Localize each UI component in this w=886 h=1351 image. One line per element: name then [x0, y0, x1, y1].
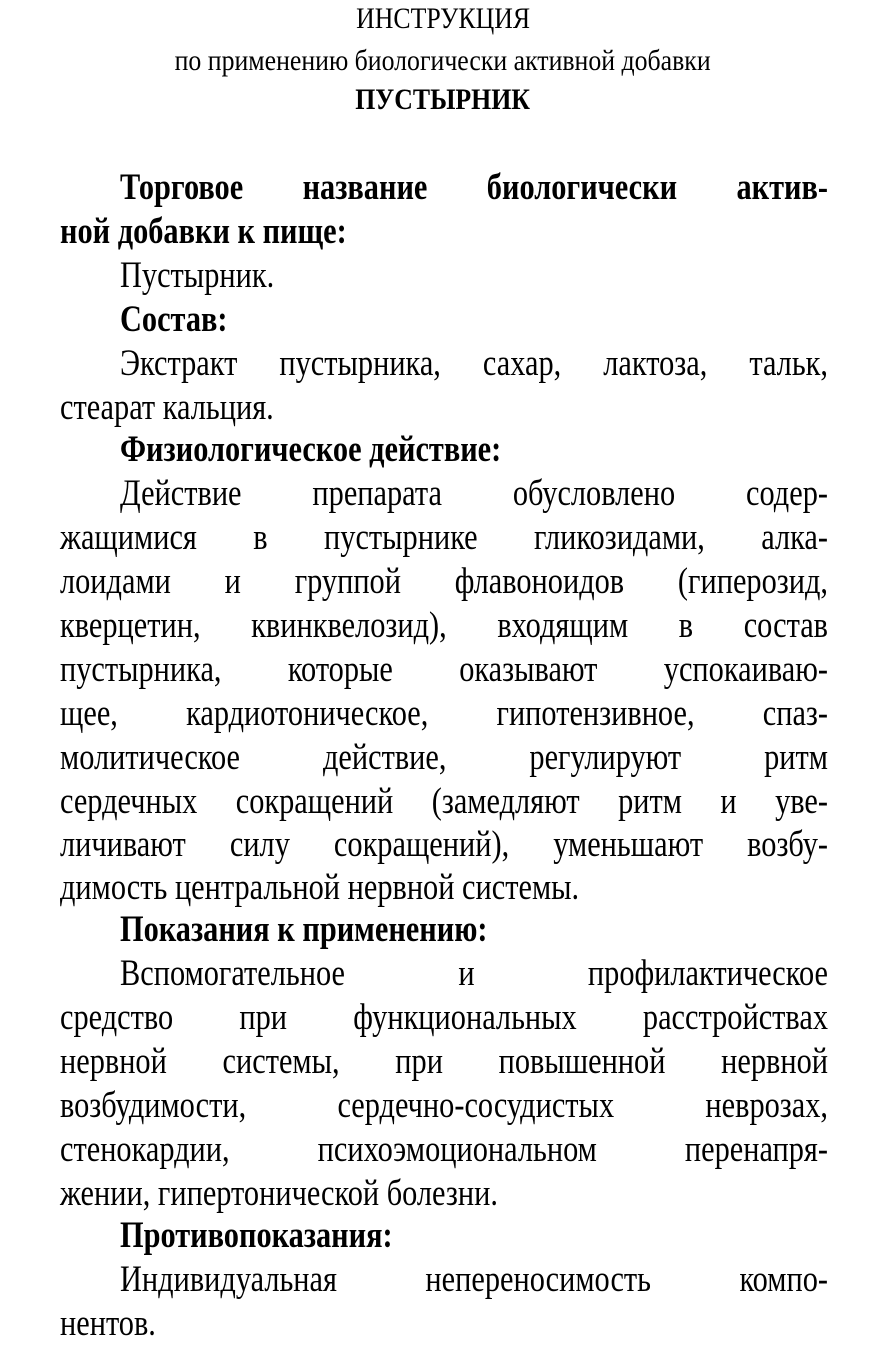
trade-name-heading: Торговое название биологически актив-	[120, 167, 828, 208]
action-text-line: пустырника, которые оказывают успокаиваю-	[60, 649, 828, 690]
indications-text-line: нервной системы, при повышенной нервной	[60, 1041, 828, 1082]
action-text-line: сердечных сокращений (замедляют ритм и уве-	[60, 781, 828, 822]
indications-text-line: жении, гипертонической болезни.	[60, 1173, 498, 1214]
trade-name-heading-cont: ной добавки к пище:	[60, 211, 347, 252]
indications-text-line: возбудимости, сердечно-сосудистых неврозах,	[60, 1085, 828, 1126]
action-text-line: жащимися в пустырнике гликозидами, алка-	[60, 517, 828, 558]
indications-heading: Показания к применению:	[120, 909, 488, 950]
action-heading: Физиологическое действие:	[120, 429, 502, 470]
composition-text: Экстракт пустырника, сахар, лактоза, тальк,	[120, 343, 828, 384]
indications-text-line: Вспомогательное и профилактическое	[120, 953, 828, 994]
composition-text-cont: стеарат кальция.	[60, 387, 274, 428]
composition-heading: Состав:	[120, 299, 228, 340]
action-text-line: молитическое действие, регулируют ритм	[60, 737, 828, 778]
action-text-line: димость центральной нервной системы.	[60, 867, 580, 908]
document-title: ИНСТРУКЦИЯ	[356, 2, 530, 35]
action-text-line: Действие препарата обусловлено содер-	[120, 473, 828, 514]
trade-name-value: Пустырник.	[120, 255, 275, 296]
action-text-line: лоидами и группой флавоноидов (гиперозид,	[60, 561, 828, 602]
indications-text-line: стенокардии, психоэмоциональном перенапря-	[60, 1129, 828, 1170]
action-text-line: щее, кардиотоническое, гипотензивное, спаз-	[60, 693, 828, 734]
contraindications-heading: Противопоказания:	[120, 1215, 393, 1256]
indications-text-line: средство при функциональных расстройствах	[60, 997, 828, 1038]
document-subtitle: по применению биологически активной добавки	[174, 44, 712, 77]
contraindications-text-line: нентов.	[60, 1303, 156, 1344]
product-name: ПУСТЫРНИК	[355, 83, 531, 116]
contraindications-text-line: Индивидуальная непереносимость компо-	[120, 1259, 828, 1300]
action-text-line: личивают силу сокращений), уменьшают возбу-	[60, 824, 828, 865]
action-text-line: кверцетин, квинквелозид), входящим в состав	[60, 605, 828, 646]
